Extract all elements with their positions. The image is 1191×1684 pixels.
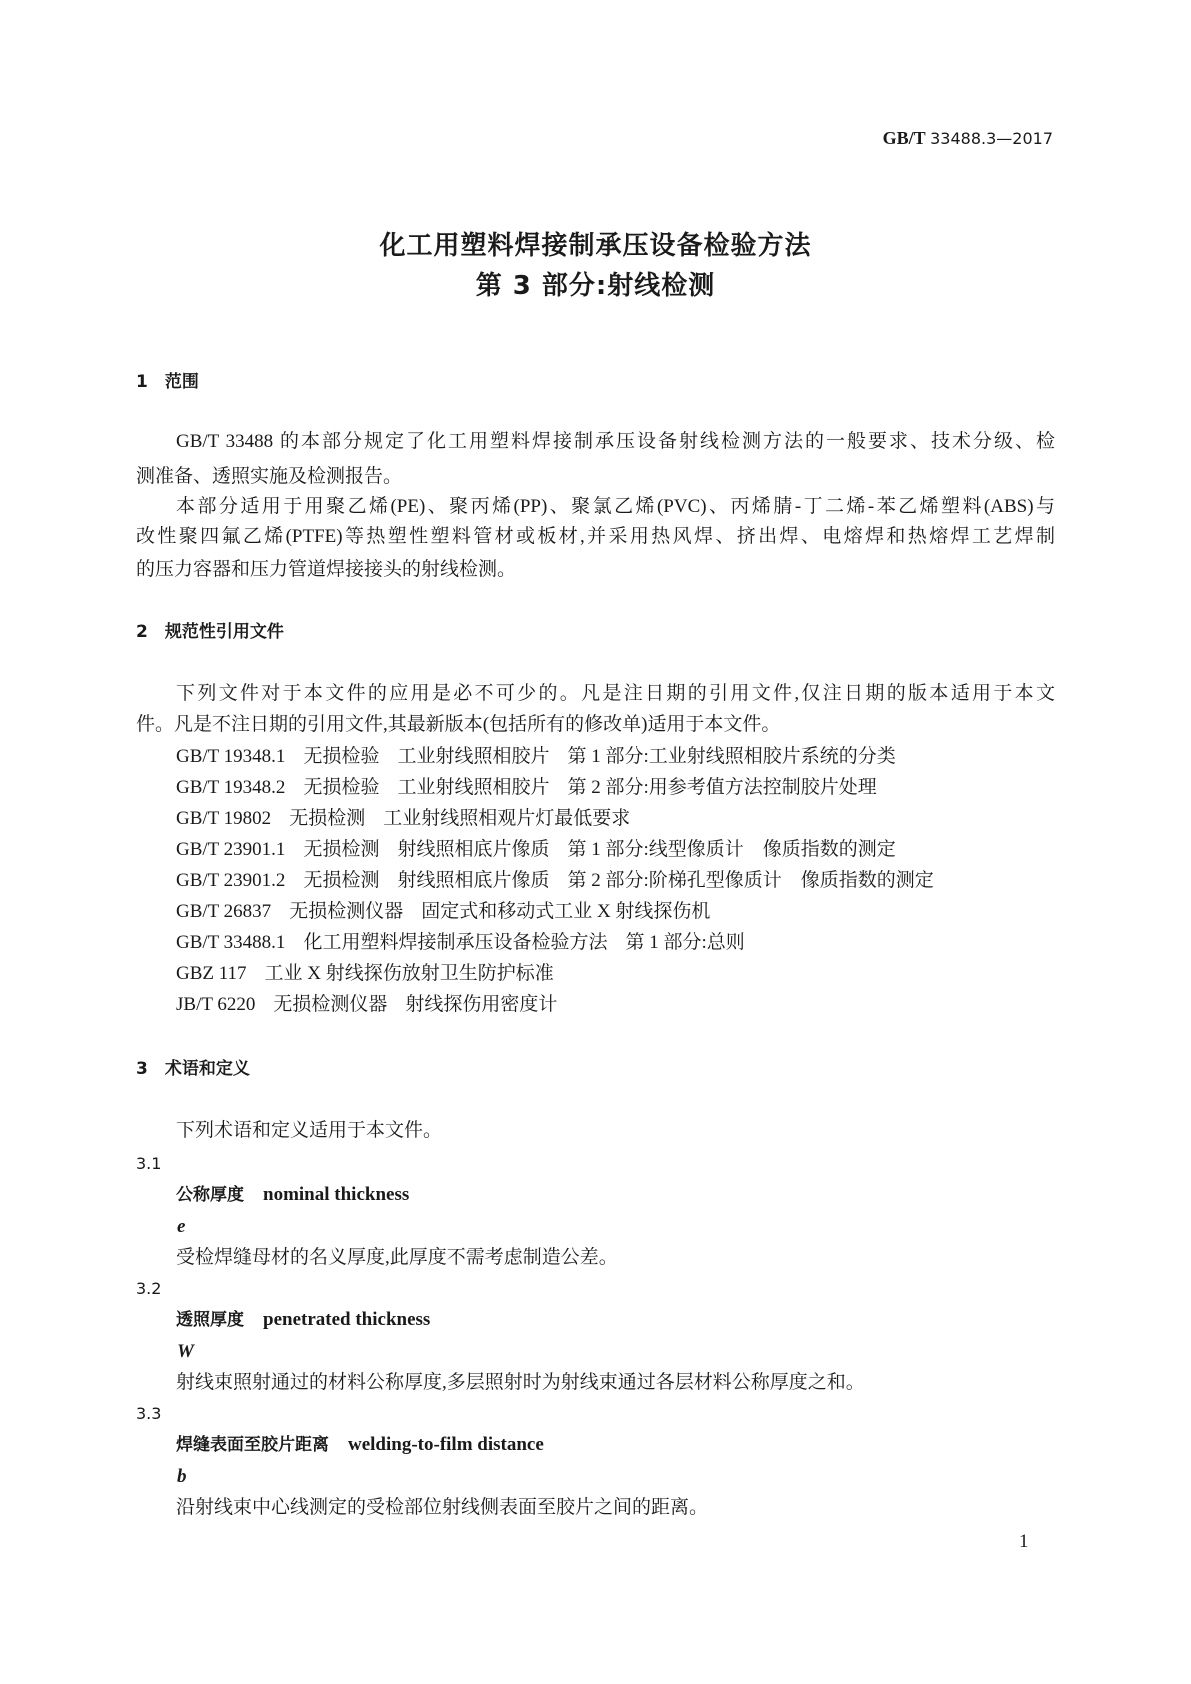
reference-title-part: 射线探伤用密度计: [405, 994, 558, 1015]
para-line: 下列文件对于本文件的应用是必不可少的。凡是注日期的引用文件,仅注日期的版本适用于本文: [176, 683, 1055, 704]
reference-title-part: 无损检测仪器: [273, 994, 388, 1015]
term-definition: 沿射线束中心线测定的受检部位射线侧表面至胶片之间的距离。: [176, 1497, 709, 1518]
para-line: 本部分适用于用聚乙烯(PE)、聚丙烯(PP)、聚氯乙烯(PVC)、丙烯腈-丁二烯-苯乙烯塑料(ABS)与: [176, 496, 1055, 517]
term-zh: 公称厚度: [176, 1185, 244, 1205]
reference-code: GB/T 33488.1: [176, 932, 286, 953]
reference-title-part: 工业 X 射线探伤放射卫生防护标准: [264, 963, 554, 984]
reference-title-part: 射线照相底片像质: [397, 870, 550, 891]
reference-title-part: 第 2 部分:阶梯孔型像质计 像质指数的测定: [567, 870, 934, 891]
term-zh: 焊缝表面至胶片距离: [176, 1435, 329, 1455]
reference-code: JB/T 6220: [176, 994, 256, 1015]
reference-title-part: 无损检验: [303, 777, 380, 798]
term-zh: 透照厚度: [176, 1310, 244, 1330]
reference-item: [176, 807, 648, 831]
reference-item: [176, 869, 952, 893]
term-en: nominal thickness: [263, 1184, 410, 1205]
reference-item: [176, 900, 728, 924]
reference-title-part: 第 1 部分:线型像质计 像质指数的测定: [567, 839, 896, 860]
term-number: 3.3: [136, 1404, 162, 1423]
term-symbol: W: [177, 1341, 194, 1362]
para-line: 的压力容器和压力管道焊接接头的射线检测。: [136, 559, 517, 580]
term-definition: 射线束照射通过的材料公称厚度,多层照射时为射线束通过各层材料公称厚度之和。: [176, 1372, 865, 1393]
term-symbol: e: [177, 1216, 186, 1237]
reference-title-part: 无损检验: [303, 746, 380, 767]
section-title: 规范性引用文件: [164, 622, 284, 642]
page-number: 1: [1019, 1531, 1029, 1552]
reference-title-part: 射线照相底片像质: [397, 839, 550, 860]
reference-title-part: 第 1 部分:总则: [625, 932, 745, 953]
para-line: 改性聚四氟乙烯(PTFE)等热塑性塑料管材或板材,并采用热风焊、挤出焊、电熔焊和热熔焊工艺焊制: [136, 526, 1055, 547]
reference-title-part: 工业射线照相胶片: [397, 746, 550, 767]
term-heading: [176, 1308, 430, 1332]
section-title: 术语和定义: [164, 1059, 250, 1079]
reference-item: [176, 993, 575, 1017]
term-symbol: b: [177, 1466, 187, 1487]
reference-code: GB/T 26837: [176, 901, 272, 922]
term-heading: [176, 1183, 409, 1207]
reference-item: [176, 776, 895, 800]
section-1-heading: [136, 370, 199, 394]
reference-code: GB/T 23901.1: [176, 839, 286, 860]
standard-number: [883, 126, 1053, 151]
reference-title-part: 化工用塑料焊接制承压设备检验方法: [303, 932, 608, 953]
reference-item: [176, 745, 914, 769]
terms-intro: 下列术语和定义适用于本文件。: [176, 1120, 443, 1141]
section-num: 3: [136, 1059, 148, 1079]
reference-code: GB/T 19348.2: [176, 777, 286, 798]
title-line-1: 化工用塑料焊接制承压设备检验方法: [379, 231, 812, 261]
reference-title-part: 第 1 部分:工业射线照相胶片系统的分类: [567, 746, 896, 767]
term-en: penetrated thickness: [263, 1309, 431, 1330]
para-line: 件。凡是不注日期的引用文件,其最新版本(包括所有的修改单)适用于本文件。: [136, 714, 781, 735]
term-heading: [176, 1433, 544, 1457]
section-3-heading: [136, 1057, 250, 1081]
reference-title-part: 无损检测仪器: [289, 901, 404, 922]
reference-title-part: 固定式和移动式工业 X 射线探伤机: [421, 901, 711, 922]
term-number: 3.1: [136, 1154, 162, 1173]
reference-item: [176, 962, 572, 986]
std-prefix: GB/T: [882, 128, 926, 148]
reference-title-part: 无损检测: [289, 808, 366, 829]
section-2-heading: [136, 620, 284, 644]
section-title: 范围: [164, 372, 199, 392]
reference-title-part: 第 2 部分:用参考值方法控制胶片处理: [567, 777, 877, 798]
reference-title-part: 无损检测: [303, 870, 380, 891]
reference-title-part: 工业射线照相胶片: [397, 777, 550, 798]
reference-code: GBZ 117: [176, 963, 247, 984]
section-num: 1: [136, 372, 148, 392]
term-number: 3.2: [136, 1279, 162, 1298]
para-line: GB/T 33488 的本部分规定了化工用塑料焊接制承压设备射线检测方法的一般要求、技术分级、检: [176, 431, 1055, 452]
section-num: 2: [136, 622, 148, 642]
reference-code: GB/T 19348.1: [176, 746, 286, 767]
reference-title-part: 无损检测: [303, 839, 380, 860]
title-line-2: 第 3 部分:射线检测: [475, 271, 716, 301]
reference-code: GB/T 23901.2: [176, 870, 286, 891]
term-definition: 受检焊缝母材的名义厚度,此厚度不需考虑制造公差。: [176, 1247, 618, 1268]
para-line: 测准备、透照实施及检测报告。: [136, 466, 403, 487]
reference-title-part: 工业射线照相观片灯最低要求: [383, 808, 631, 829]
reference-item: [176, 838, 914, 862]
term-en: welding-to-film distance: [348, 1434, 544, 1455]
std-number: 33488.3—2017: [930, 129, 1053, 148]
reference-code: GB/T 19802: [176, 808, 272, 829]
reference-item: [176, 931, 763, 955]
